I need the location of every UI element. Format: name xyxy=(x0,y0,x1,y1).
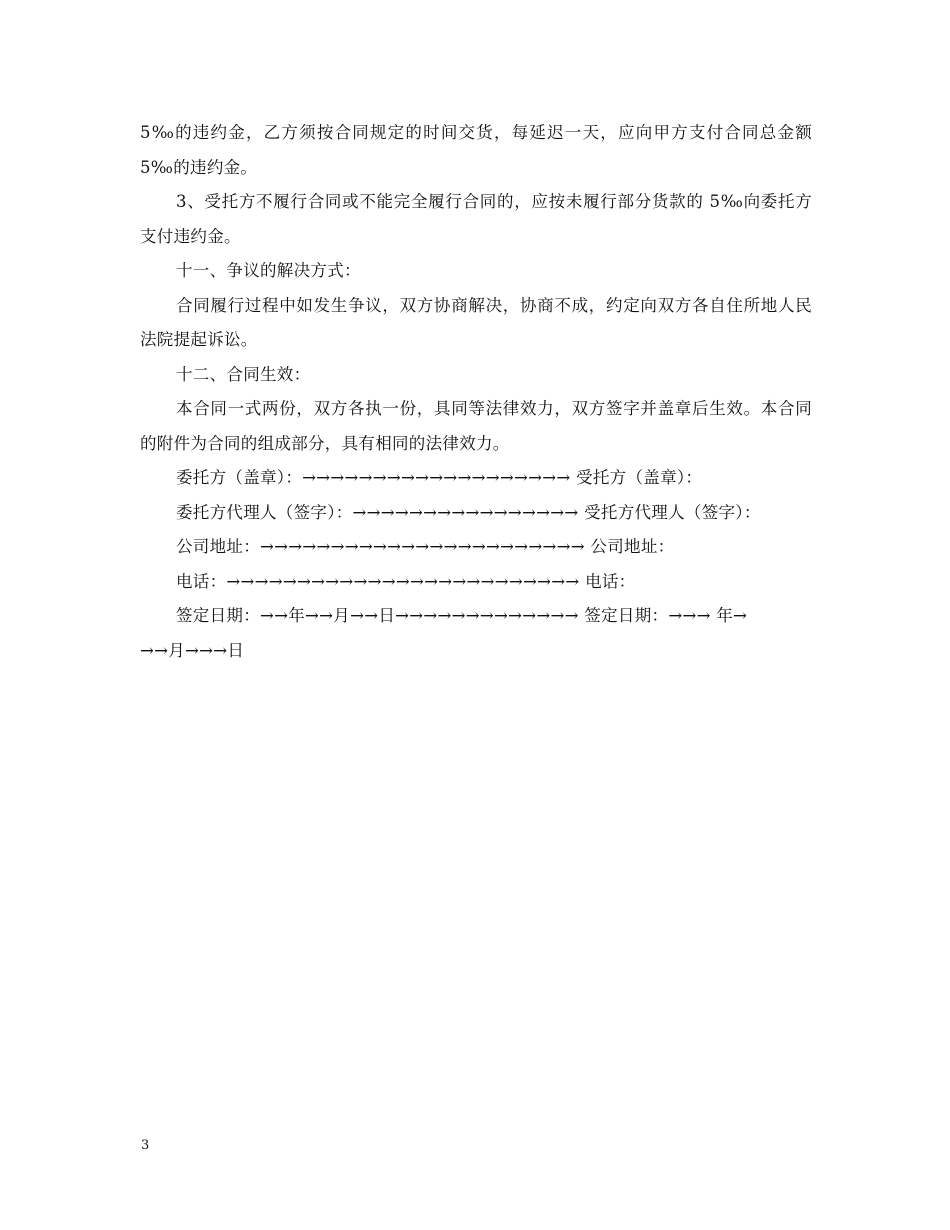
paragraph-clause-3: 3、受托方不履行合同或不能完全履行合同的，应按未履行部分货款的 5‰向委托方支付违约金。 xyxy=(140,192,812,246)
page-number: 3 xyxy=(141,1138,150,1153)
heading-contract-effectiveness: 十二、合同生效： xyxy=(176,364,311,384)
signature-line-date: 签定日期：→→年→→月→→日→→→→→→→→→→→→→ 签定日期：→→→ 年→ xyxy=(176,606,748,625)
document-body xyxy=(140,116,812,668)
paragraph-dispute-resolution: 合同履行过程中如发生争议，双方协商解决，协商不成，约定向双方各自住所地人民法院提起诉讼。 xyxy=(140,295,812,349)
paragraph-contract-effectiveness: 本合同一式两份，双方各执一份，具同等法律效力，双方签字并盖章后生效。本合同的附件为合同的组成部分，具有相同的法律效力。 xyxy=(140,399,812,453)
signature-line-phone: 电话：→→→→→→→→→→→→→→→→→→→→→→→→→ 电话： xyxy=(176,571,636,591)
signature-line-agent: 委托方代理人（签字）：→→→→→→→→→→→→→→→→ 受托方代理人（签字）： xyxy=(176,502,761,522)
signature-line-seal: 委托方（盖章）：→→→→→→→→→→→→→→→→→→→ 受托方（盖章）： xyxy=(176,468,703,487)
signature-line-date-continuation: →→月→→→日 xyxy=(140,640,245,660)
paragraph-penalty-continuation: 5‰的违约金，乙方须按合同规定的时间交货，每延迟一天，应向甲方支付合同总金额 5‰的违约金。 xyxy=(140,123,812,177)
heading-dispute-resolution: 十一、争议的解决方式： xyxy=(176,261,361,280)
signature-line-address: 公司地址：→→→→→→→→→→→→→→→→→→→→→→→ 公司地址： xyxy=(176,537,675,556)
